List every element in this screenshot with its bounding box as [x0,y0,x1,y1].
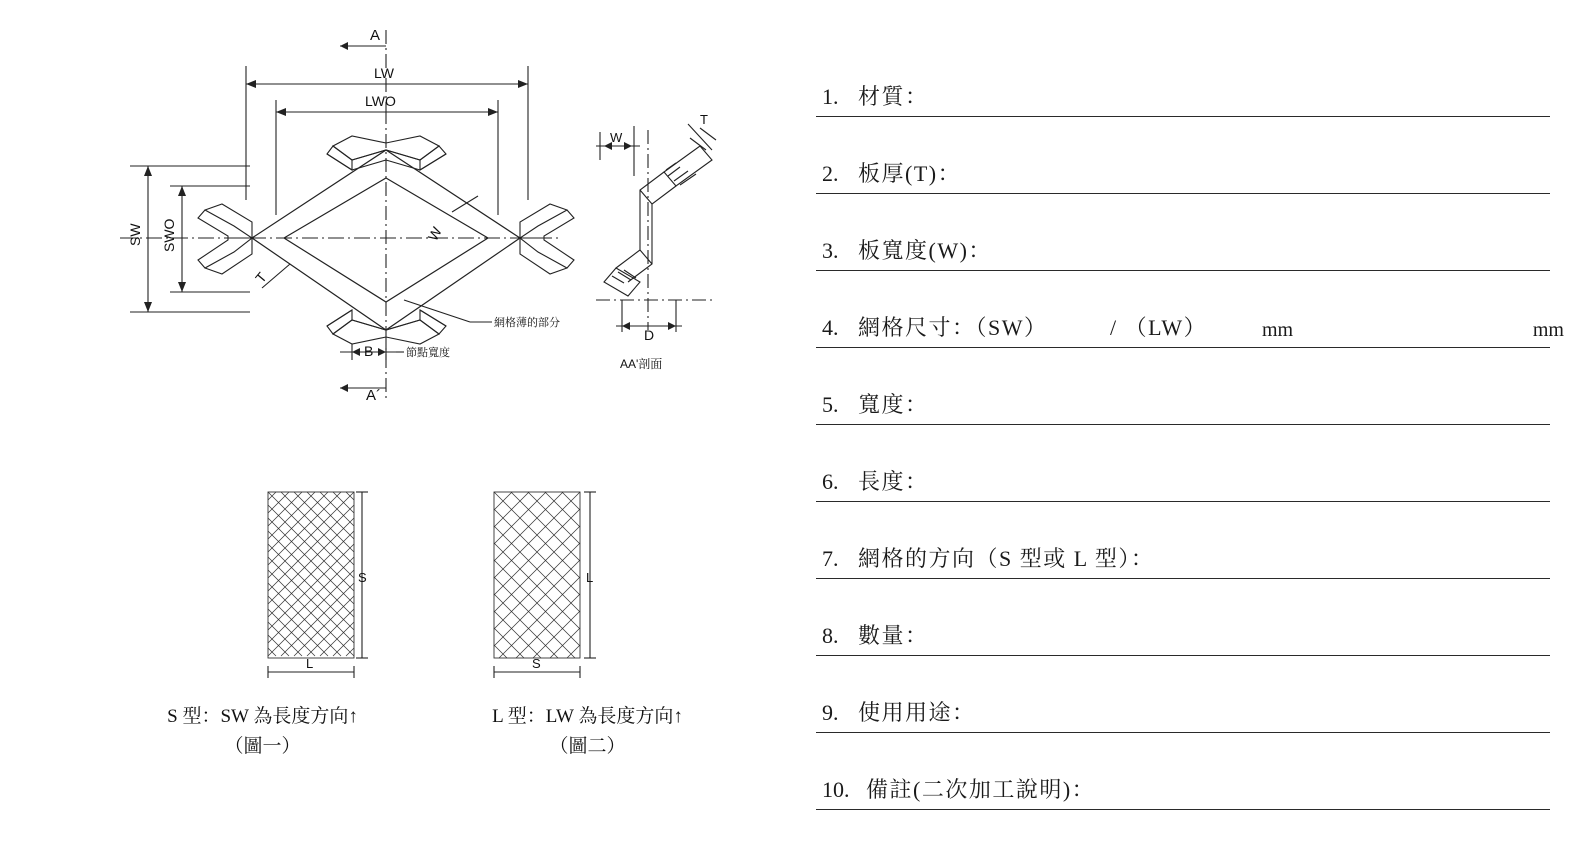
row-label: 使用用途： [858,700,976,725]
row-label: 寬度： [858,392,929,417]
label-section-view: AA'剖面 [620,357,663,371]
row-label: 網格的方向（S 型或 L 型）： [858,546,1155,571]
row-number: 6. [822,469,839,494]
row-label: 長度： [858,469,929,494]
form-row-mesh-size [810,271,1572,348]
form-row-width [810,348,1572,425]
label-node-width: 節點寬度 [406,347,450,359]
row-number: 2. [822,161,839,186]
row-label: 板寬度(W)： [858,238,992,263]
row-underline [816,809,1550,810]
label-b: B [364,343,374,359]
label-d: D [644,327,655,343]
fig2-side-label-h: S [532,656,541,671]
form-row-remarks [810,733,1572,810]
figure-2-caption [492,702,683,763]
label-lwo: LWO [365,93,396,109]
spec-form [800,0,1592,848]
row-number: 3. [822,238,839,263]
form-row-length [810,425,1572,502]
form-row-mesh-direction [810,502,1572,579]
figure-captions [100,702,750,763]
figure-1-label: （圖一） [224,736,301,758]
fig1-side-label-h: L [306,656,314,671]
figure-1-caption [167,702,358,763]
row-label: 數量： [858,623,929,648]
mesh-lw-label: / （LW） [1110,315,1208,340]
fig1-side-label-v: S [358,570,367,585]
form-row-thickness [810,117,1572,194]
figure-2-type-label: L 型：LW 為長度方向↑ [492,706,683,727]
row-label: 材質： [858,84,929,109]
row-number: 1. [822,84,839,109]
form-row-material [810,40,1572,117]
mesh-sw-unit: mm [1262,319,1294,341]
label-w-section: W [610,130,623,145]
form-row-quantity [810,579,1572,656]
row-number: 7. [822,546,839,571]
label-t-section: T [700,112,708,127]
row-number: 8. [822,623,839,648]
form-row-strand-width [810,194,1572,271]
row-number: 5. [822,392,839,417]
row-number: 10. [822,777,850,802]
label-sw: SW [127,223,143,246]
row-label: 板厚(T)： [858,161,962,186]
label-swo: SWO [161,218,177,252]
label-section-a: A [370,27,381,44]
label-t-strand: T [252,269,270,286]
row-number: 9. [822,700,839,725]
label-thin-part: 網格薄的部分 [494,317,560,329]
label-section-a-prime: A´ [366,387,381,404]
mesh-lw-unit: mm [1532,319,1564,341]
figure-2-label: （圖二） [549,736,626,758]
row-label: 網格尺寸：（SW） [858,315,1048,340]
form-row-usage [810,656,1572,733]
label-w-strand: W [424,224,445,244]
fig2-side-label-v: L [586,570,594,585]
label-lw: LW [374,65,394,81]
row-label: 備註(二次加工說明)： [866,777,1096,802]
figure-1-type-label: S 型：SW 為長度方向↑ [167,706,358,727]
row-number: 4. [822,315,839,340]
